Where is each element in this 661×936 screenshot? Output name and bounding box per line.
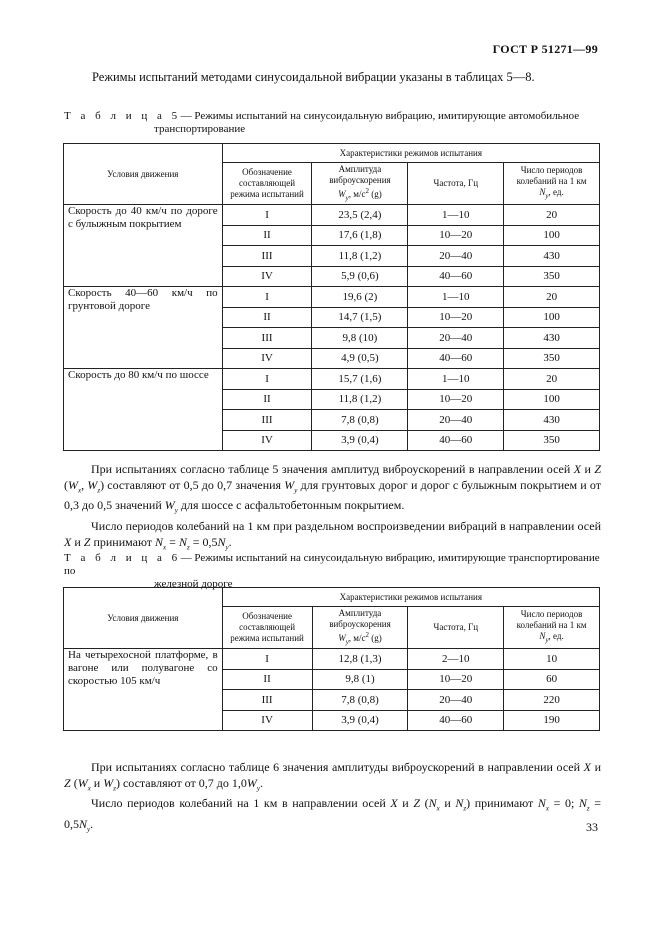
table5-header-mode: Обозначение составляющей режима испытаний <box>222 163 312 205</box>
frequency-cell: 40—60 <box>408 348 504 369</box>
amplitude-cell: 17,6 (1,8) <box>312 225 408 246</box>
amplitude-cell: 7,8 (0,8) <box>312 410 408 431</box>
periods-cell: 20 <box>504 369 600 390</box>
amplitude-cell: 9,8 (1) <box>312 669 408 690</box>
table5-title-line2: транспортирование <box>154 123 246 135</box>
table6-notes <box>64 760 601 838</box>
frequency-cell: 40—60 <box>408 710 504 731</box>
table5 <box>63 143 600 451</box>
amplitude-cell: 11,8 (1,2) <box>312 246 408 267</box>
table-row <box>64 205 600 226</box>
table6-header-frequency: Частота, Гц <box>408 607 504 649</box>
table6-header-conditions: Условия движения <box>64 588 223 649</box>
table5-notes <box>64 462 601 556</box>
mode-cell: I <box>222 649 312 670</box>
page-number: 33 <box>586 820 598 834</box>
table-row <box>64 649 600 670</box>
amplitude-cell: 12,8 (1,3) <box>312 649 408 670</box>
condition-cell: На четырехосной платформе, в вагоне или полувагоне со скоростью 105 км/ч <box>64 649 223 731</box>
condition-cell: Скорость 40—60 км/ч по грунтовой дороге <box>64 287 223 369</box>
frequency-cell: 10—20 <box>408 307 504 328</box>
table-row <box>64 287 600 308</box>
table5-header-conditions: Условия движения <box>64 144 223 205</box>
amplitude-cell: 3,9 (0,4) <box>312 710 408 731</box>
mode-cell: III <box>222 328 312 349</box>
periods-cell: 10 <box>504 649 600 670</box>
mode-cell: IV <box>222 348 312 369</box>
mode-cell: I <box>222 287 312 308</box>
table5-caption <box>64 110 604 136</box>
intro-text: Режимы испытаний методами синусоидальной вибрации указаны в таблицах 5—8. <box>92 70 535 84</box>
standard-header: ГОСТ Р 51271—99 <box>492 42 598 56</box>
table5-header-periods: Число периодов колебаний на 1 км $N_y$, ед. <box>504 163 600 205</box>
periods-cell: 100 <box>504 307 600 328</box>
table5-header-frequency: Частота, Гц <box>408 163 504 205</box>
frequency-cell: 10—20 <box>408 225 504 246</box>
frequency-cell: 20—40 <box>408 410 504 431</box>
table6-label: Т а б л и ц а 6 <box>64 552 181 564</box>
periods-cell: 350 <box>504 266 600 287</box>
amplitude-cell: 4,9 (0,5) <box>312 348 408 369</box>
frequency-cell: 1—10 <box>408 205 504 226</box>
frequency-cell: 2—10 <box>408 649 504 670</box>
periods-cell: 430 <box>504 328 600 349</box>
frequency-cell: 40—60 <box>408 266 504 287</box>
table5-title-line1: — Режимы испытаний на синусоидальную вибрацию, имитирующие автомобильное <box>180 110 580 122</box>
table6-header-periods: Число периодов колебаний на 1 км $N_y$, ед. <box>504 607 600 649</box>
mode-cell: II <box>222 669 312 690</box>
table6-title-line2: железной дороге <box>154 578 233 590</box>
frequency-cell: 20—40 <box>408 690 504 711</box>
periods-cell: 220 <box>504 690 600 711</box>
frequency-cell: 10—20 <box>408 389 504 410</box>
mode-cell: II <box>222 225 312 246</box>
mode-cell: IV <box>222 710 312 731</box>
condition-cell: Скорость до 80 км/ч по шоссе <box>64 369 223 451</box>
amplitude-cell: 7,8 (0,8) <box>312 690 408 711</box>
condition-cell: Скорость до 40 км/ч по дороге с булыжным покрытием <box>64 205 223 287</box>
mode-cell: IV <box>222 430 312 451</box>
mode-cell: II <box>222 307 312 328</box>
mode-cell: I <box>222 369 312 390</box>
periods-cell: 100 <box>504 389 600 410</box>
table6-header-amplitude: Амплитуда виброускорения $W_y$, $м/с^2$ (g) <box>312 607 408 649</box>
amplitude-cell: 11,8 (1,2) <box>312 389 408 410</box>
amplitude-cell: 19,6 (2) <box>312 287 408 308</box>
amplitude-cell: 15,7 (1,6) <box>312 369 408 390</box>
frequency-cell: 1—10 <box>408 369 504 390</box>
mode-cell: IV <box>222 266 312 287</box>
amplitude-cell: 3,9 (0,4) <box>312 430 408 451</box>
frequency-cell: 20—40 <box>408 246 504 267</box>
table5-header-amplitude: Амплитуда виброускорения $W_y$, $м/с^2$ (g) <box>312 163 408 205</box>
table-row <box>64 369 600 390</box>
frequency-cell: 20—40 <box>408 328 504 349</box>
amplitude-cell: 5,9 (0,6) <box>312 266 408 287</box>
frequency-cell: 1—10 <box>408 287 504 308</box>
amplitude-cell: 23,5 (2,4) <box>312 205 408 226</box>
periods-cell: 100 <box>504 225 600 246</box>
table6 <box>63 587 600 731</box>
table5-header-group: Характеристики режимов испытания <box>222 144 599 163</box>
periods-cell: 430 <box>504 246 600 267</box>
table5-label: Т а б л и ц а 5 <box>64 110 181 122</box>
frequency-cell: 40—60 <box>408 430 504 451</box>
periods-cell: 190 <box>504 710 600 731</box>
note-periods-table6: Число периодов колебаний на 1 км в направлении осей X и Z ($N_x$ и $N_z$) принимают $N_x = 0$; $N_z = 0,5N_y$. <box>64 796 602 834</box>
mode-cell: III <box>222 246 312 267</box>
mode-cell: II <box>222 389 312 410</box>
note-amplitudes-table5: При испытаниях согласно таблице 5 значения амплитуд виброускорений в направлении осей X и Z ($W_x$, $W_z$) составляют от 0,5 до 0,7 значения $W_y$ для грунтовых дорог и дорог с булыжным покрытием и от 0,3 до 0,5 значений $W_y$ для шоссе с асфальтобетонным покрытием. <box>64 462 602 515</box>
table6-title-line1: — Режимы испытаний на синусоидальную вибрацию, имитирующие транспортирование по <box>64 552 600 577</box>
periods-cell: 60 <box>504 669 600 690</box>
note-periods-table5: Число периодов колебаний на 1 км при раздельном воспроизведении вибраций в направлении осей X и Z принимают $N_x = N_z = 0,5N_y$. <box>64 519 601 552</box>
periods-cell: 350 <box>504 348 600 369</box>
frequency-cell: 10—20 <box>408 669 504 690</box>
mode-cell: III <box>222 410 312 431</box>
periods-cell: 20 <box>504 205 600 226</box>
table6-header-group: Характеристики режимов испытания <box>222 588 599 607</box>
mode-cell: III <box>222 690 312 711</box>
periods-cell: 20 <box>504 287 600 308</box>
periods-cell: 350 <box>504 430 600 451</box>
table6-header-mode: Обозначение составляющей режима испытаний <box>222 607 312 649</box>
amplitude-cell: 14,7 (1,5) <box>312 307 408 328</box>
periods-cell: 430 <box>504 410 600 431</box>
mode-cell: I <box>222 205 312 226</box>
amplitude-cell: 9,8 (10) <box>312 328 408 349</box>
table6-caption <box>64 552 604 591</box>
note-amplitudes-table6: При испытаниях согласно таблице 6 значения амплитуды виброускорений в направлении осей X и Z ($W_x$ и $W_z$) составляют от 0,7 до $1,0W_y$. <box>64 760 601 792</box>
